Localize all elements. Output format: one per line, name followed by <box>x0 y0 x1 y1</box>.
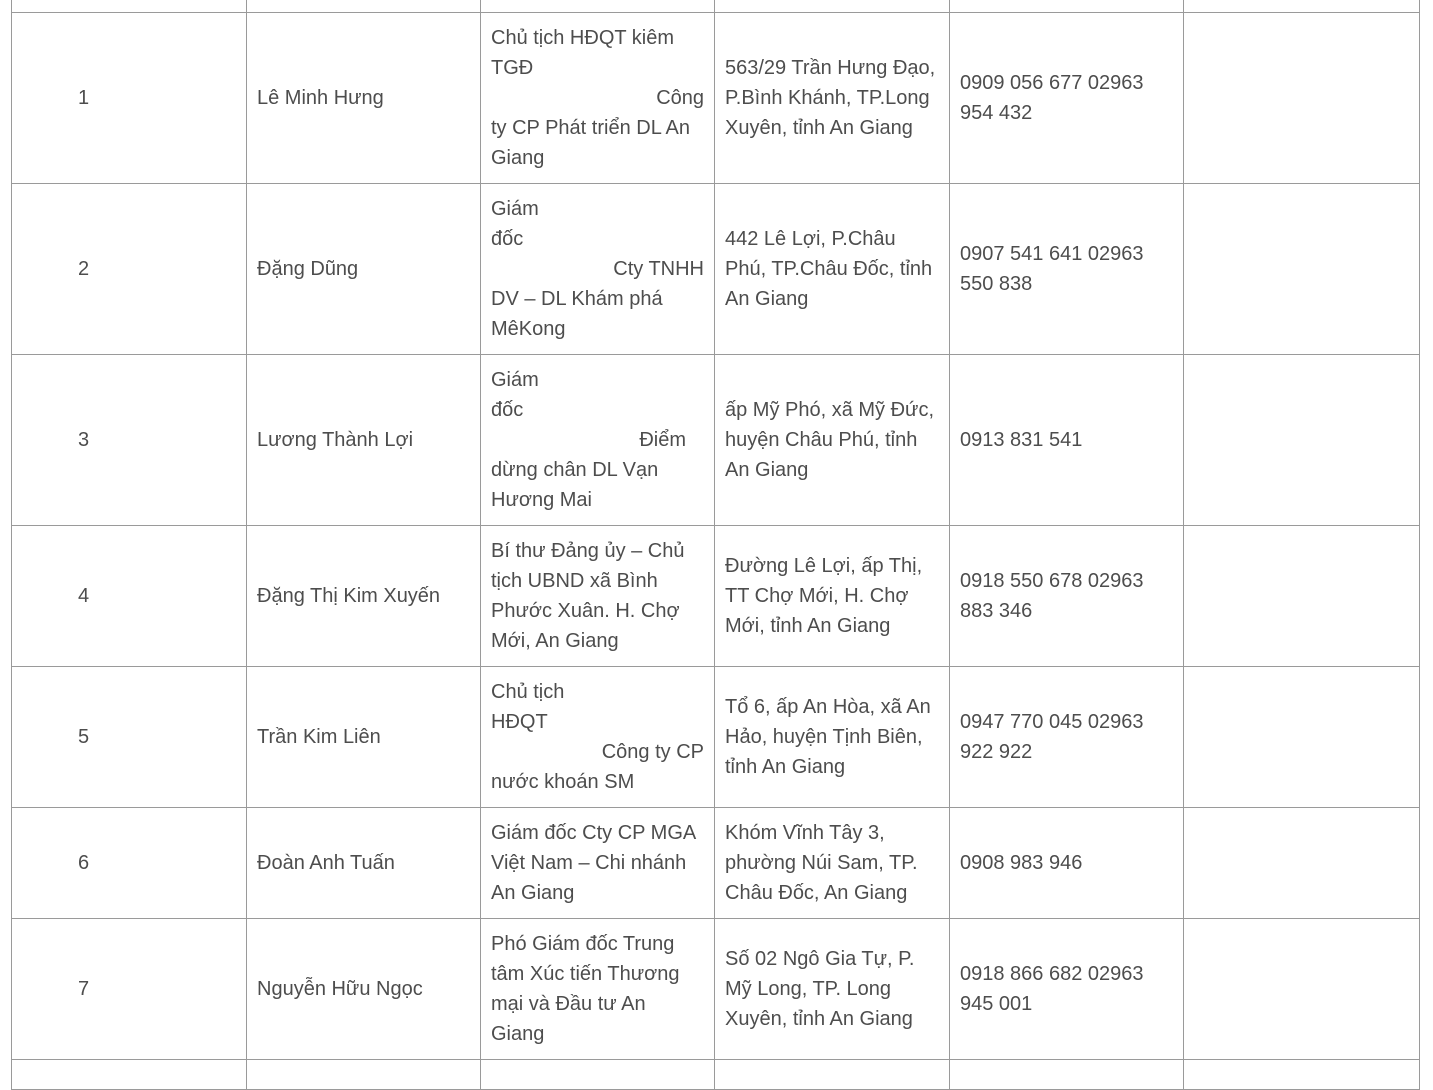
table-row-bottom-edge <box>12 1060 1420 1090</box>
position-line: Mới, An Giang <box>491 630 619 652</box>
position-line: nước khoán SM <box>491 771 635 793</box>
position-line: dừng chân DL Vạn <box>491 459 659 481</box>
row-number: 2 <box>12 184 247 355</box>
address: Số 02 Ngô Gia Tự, P. Mỹ Long, TP. Long Xuyên, tỉnh An Giang <box>715 919 950 1060</box>
position-line: ty CP Phát triển DL An <box>491 117 690 139</box>
position-line: Phó Giám đốc Trung <box>491 933 675 955</box>
position-line: Giám <box>491 198 539 220</box>
address: ấp Mỹ Phó, xã Mỹ Đức, huyện Châu Phú, tỉnh An Giang <box>715 355 950 526</box>
note <box>1184 808 1420 919</box>
position-line: Bí thư Đảng ủy – Chủ <box>491 540 685 562</box>
note <box>1184 355 1420 526</box>
phone: 0907 541 641 02963 550 838 <box>950 184 1184 355</box>
position-line: Chủ tịch <box>491 681 565 703</box>
row-number: 6 <box>12 808 247 919</box>
position-line: Giang <box>491 1023 545 1045</box>
position-line: HĐQT <box>491 711 548 733</box>
table-row-top-edge <box>12 0 1420 13</box>
row-number: 1 <box>12 13 247 184</box>
note <box>1184 13 1420 184</box>
position-line: Giám <box>491 369 539 391</box>
position-line: Cty TNHH <box>613 258 704 280</box>
position-line: tâm Xúc tiến Thương <box>491 963 680 985</box>
address: 442 Lê Lợi, P.Châu Phú, TP.Châu Đốc, tỉnh An Giang <box>715 184 950 355</box>
position-cell <box>481 13 715 184</box>
position-line: Hương Mai <box>491 489 592 511</box>
position-cell <box>481 808 715 919</box>
table-row <box>12 355 1420 526</box>
table-row <box>12 667 1420 808</box>
person-name: Lương Thành Lợi <box>247 355 481 526</box>
position-line: đốc <box>491 228 524 250</box>
contact-table-container <box>11 0 1418 1090</box>
phone: 0918 866 682 02963 945 001 <box>950 919 1184 1060</box>
address: Khóm Vĩnh Tây 3, phường Núi Sam, TP. Châu Đốc, An Giang <box>715 808 950 919</box>
phone: 0913 831 541 <box>950 355 1184 526</box>
row-number: 3 <box>12 355 247 526</box>
position-line: tịch UBND xã Bình <box>491 570 658 592</box>
table-row <box>12 919 1420 1060</box>
position-line: Công ty CP <box>601 741 704 763</box>
note <box>1184 919 1420 1060</box>
person-name: Đặng Thị Kim Xuyến <box>247 526 481 667</box>
person-name: Đặng Dũng <box>247 184 481 355</box>
position-line: Công <box>656 87 704 109</box>
note <box>1184 184 1420 355</box>
position-line: DV – DL Khám phá <box>491 288 663 310</box>
note <box>1184 526 1420 667</box>
phone: 0918 550 678 02963 883 346 <box>950 526 1184 667</box>
table-row <box>12 808 1420 919</box>
note <box>1184 667 1420 808</box>
position-cell <box>481 526 715 667</box>
address: Tổ 6, ấp An Hòa, xã An Hảo, huyện Tịnh Biên, tỉnh An Giang <box>715 667 950 808</box>
phone: 0908 983 946 <box>950 808 1184 919</box>
position-line: Phước Xuân. H. Chợ <box>491 600 680 622</box>
table-row <box>12 526 1420 667</box>
position-line: Chủ tịch HĐQT kiêm <box>491 27 675 49</box>
address: Đường Lê Lợi, ấp Thị, TT Chợ Mới, H. Chợ Mới, tỉnh An Giang <box>715 526 950 667</box>
position-line: TGĐ <box>491 57 534 79</box>
position-line: Điểm <box>639 429 686 451</box>
person-name: Đoàn Anh Tuấn <box>247 808 481 919</box>
row-number: 4 <box>12 526 247 667</box>
position-cell <box>481 355 715 526</box>
person-name: Nguyễn Hữu Ngọc <box>247 919 481 1060</box>
row-number: 7 <box>12 919 247 1060</box>
position-line: Giang <box>491 147 545 169</box>
phone: 0947 770 045 02963 922 922 <box>950 667 1184 808</box>
position-line: đốc <box>491 399 524 421</box>
position-line: An Giang <box>491 882 575 904</box>
person-name: Lê Minh Hưng <box>247 13 481 184</box>
address: 563/29 Trần Hưng Đạo, P.Bình Khánh, TP.Long Xuyên, tỉnh An Giang <box>715 13 950 184</box>
position-line: Việt Nam – Chi nhánh <box>491 852 687 874</box>
position-line: Giám đốc Cty CP MGA <box>491 822 697 844</box>
table-row <box>12 184 1420 355</box>
row-number: 5 <box>12 667 247 808</box>
person-name: Trần Kim Liên <box>247 667 481 808</box>
position-cell <box>481 184 715 355</box>
phone: 0909 056 677 02963 954 432 <box>950 13 1184 184</box>
position-cell <box>481 919 715 1060</box>
position-line: MêKong <box>491 318 566 340</box>
position-cell <box>481 667 715 808</box>
position-line: mại và Đầu tư An <box>491 993 646 1015</box>
contact-table <box>11 0 1420 1090</box>
table-row <box>12 13 1420 184</box>
